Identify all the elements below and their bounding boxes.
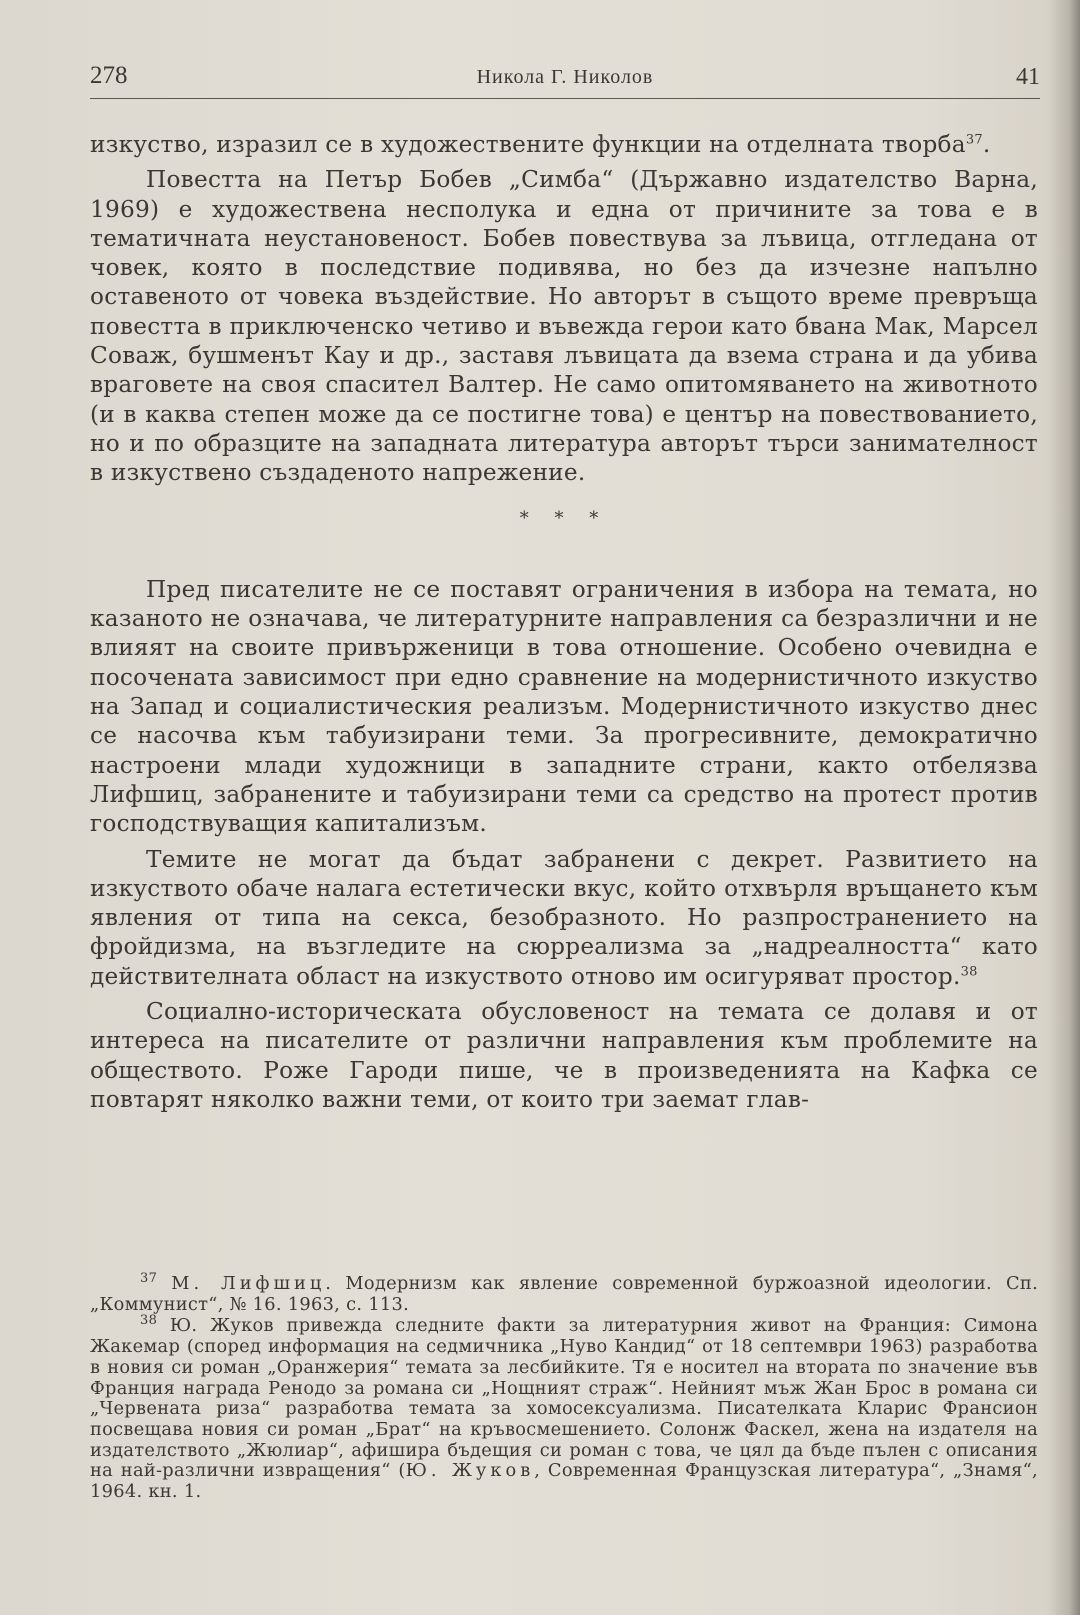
page-number: 278 (90, 62, 128, 89)
footnotes (90, 1271, 1039, 1503)
footnote-ref-37: 37 (965, 132, 983, 148)
paragraph-kafka: Социално-историческата обусловеност на темата се долавя и от интереса на писателите от различни направления към проблемите на обществото. Роже Гароди пише, че в произведенията на Кафка се повтарят няколко важни теми, от които три заемат глав- (90, 998, 1038, 1113)
paragraph-decree: Темите не могат да бъдат забранени с декрет. Развитието на изкуството обаче налага естетически вкус, който отхвърля връщането към явления от типа на секса, безобразното. Но разпространението на фройдизма, на възгледите на сюрреализма за „надреалността“ като действителната област на изкуството отново им осигуряват простор.$^{38}$ (90, 845, 1038, 990)
page-header (90, 62, 1040, 99)
running-title: Никола Г. Николов (476, 66, 654, 88)
paragraph-continuation: изкуство, изразил се в художествените функции на отделната творба$^{37}$. (90, 131, 991, 158)
footnote-ref-38: 38 (960, 963, 978, 979)
paragraph-themes: Пред писателите не се поставят ограничения в избора на темата, но казаното не означава, че литературните направления са безразлични и не влияят на своите привърженици в това отношение. Особено очевидна е посочената зависимост при едно сравнение на модернистичното изкуство на Запад и социалистическия реализъм. Модернистичното изкуство днес се насочва към табуизирани теми. За прогресивните, демократично настроени млади художници в западните страни, както отбелязва Лифшиц, забранените и табуизирани теми са средство на протест против господствуващия капитализъм. (90, 575, 1038, 838)
footnote-38: $^{38}$ Ю. Жуков привежда следните факти за литературния живот на Франция: Симона Жакемар (според информация на седмичника „Нуво Кандид“ от 18 септември 1963) разработва в новия си роман „Оранжерия“ темата за лесбийките. Тя е носител на втората по значение във Франция награда Ренодо за романа си „Нощният страж“. Нейният мъж Жан Брос в романа си „Червената риза“ разработва темата за хомосексуализма. Писателката Кларис Франсион посвещава новия си роман „Брат“ на кръвосмешението. Солонж Фаскел, жена на издателя на издателството „Жюлиар“, афишира бъдещия си роман с това, че цял да бъде пълен с описания на най-различни извращения“ (Ю. Жуков, Современная Французская литература“, „Знамя“, 1964. кн. 1. (90, 1313, 1038, 1503)
footnote-37: $^{37}$ М. Лифшиц. Модернизм как явление современной буржоазной идеологии. Сп. „Коммунист“, № 16. 1963, с. 113. (90, 1271, 1039, 1315)
bleed-through-number: 41 (1016, 64, 1040, 90)
section-separator: * * * (519, 507, 609, 529)
main-text (90, 130, 1038, 1114)
paragraph-simba: Повестта на Петър Бобев „Симба“ (Държавно издателство Варна, 1969) е художествена несполука и една от причините за това е в тематичната неустановеност. Бобев повествува за лъвица, отгледана от човек, която в последствие подивява, но без да изчезне напълно оставеното от човека въздействие. Но авторът в същото време превръща повестта в приключенско четиво и въвежда герои като бвана Мак, Марсел Соваж, бушменът Кау и др., заставя лъвицата да взема страна и да убива враговете на своя спасител Валтер. Не само опитомяването на животното (и в каква степен може да се постигне това) е център на повествованието, но и по образците на западната литература авторът търси занимателност в изкуствено създаденото напрежение. (90, 166, 1038, 487)
